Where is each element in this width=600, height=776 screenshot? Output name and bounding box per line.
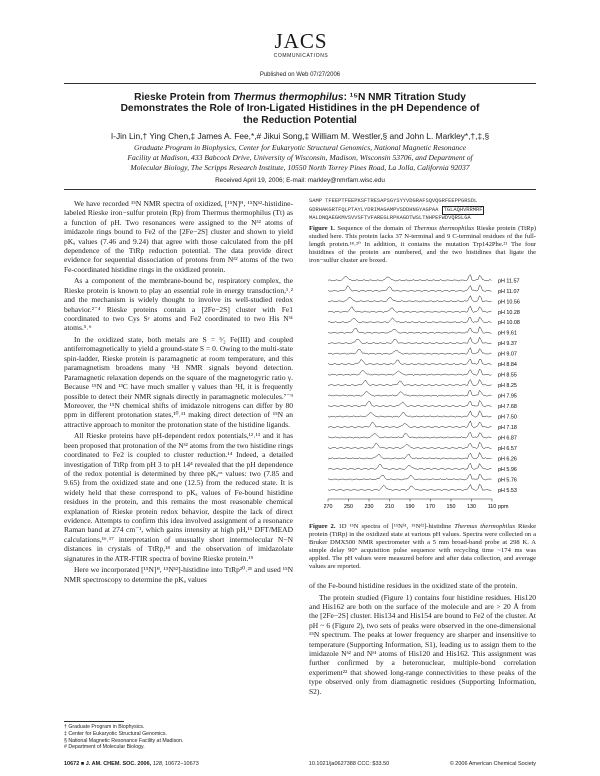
ph-label: pH 5.53 (498, 487, 517, 494)
axis-tick-label: 190 (405, 504, 415, 510)
logo-text: JACS (274, 29, 328, 53)
sequence-line: GDRHAKGRTFQLPTAYLYDRIMAGAMPVSDDHNGYAGPAA (309, 206, 439, 213)
ph-label: pH 10.56 (498, 299, 520, 306)
ph-label: pH 6.87 (498, 435, 517, 442)
footnote: † Graduate Program in Biophysics. (64, 724, 145, 730)
axis-tick-label: 150 (446, 504, 456, 510)
volume: 128, (152, 761, 164, 767)
title-species: Thermus thermophilus (233, 92, 344, 103)
ph-label: pH 8.55 (498, 372, 517, 379)
ph-label: pH 7.18 (498, 425, 517, 431)
received-line: Received April 19, 2006; E-mail: markley@nmrfam.wisc.edu (215, 177, 385, 184)
axis-tick-label: 250 (344, 504, 353, 510)
ph-label: pH 10.28 (498, 309, 520, 316)
caption-text: Sequence of the domain of (337, 225, 414, 232)
spectrum-trace (328, 484, 492, 490)
spectrum-trace (328, 369, 492, 375)
header-rule (64, 83, 536, 84)
spectrum-trace (328, 463, 492, 470)
spectrum-trace (328, 400, 492, 406)
journal-logo (266, 30, 336, 59)
affiliations (70, 143, 530, 173)
spectrum-trace (328, 348, 492, 355)
spectrum-trace (328, 390, 492, 396)
figure-label: Figure 2. (309, 523, 336, 530)
ph-label: pH 11.57 (498, 278, 520, 285)
body-paragraph: Here we incorporated [¹⁵N]ᴴ, ¹⁵Nᵟ²]-histidine into TtRp²⁰˒²¹ and used ¹⁵N NMR spectroscopy to determine the pKₐ values (64, 565, 293, 584)
title-part: Rieske Protein from (134, 92, 234, 103)
spectrum-trace (328, 411, 492, 418)
axis-tick-label: 270 (324, 504, 333, 510)
ph-label: pH 9.61 (498, 330, 517, 337)
published-date: Published on Web 07/27/2006 (259, 72, 341, 78)
spectrum-trace (328, 327, 492, 334)
spectrum-trace (328, 359, 492, 365)
copyright: © 2006 American Chemical Society (449, 761, 536, 767)
ph-label: pH 7.50 (498, 414, 517, 421)
axis-tick-label: 210 (385, 504, 394, 510)
caption-text: Rieske protein (TtRp) studied here. This protein lacks 37 N-terminal and 9 C-terminal residues of the full-length protein.¹⁸˒²⁰ In addition, it contains the mutation Trp142Phe.²¹ The four histidines of the protein are numbered, and the two histidines that ligate the iron−sulfur cluster are boxed. (309, 225, 537, 264)
journal-name: ■ J. AM. CHEM. SOC. 2006, (80, 761, 152, 767)
title-part: : ¹⁵N NMR Titration Study (343, 92, 466, 103)
caption-species: Thermus thermophilus (413, 225, 475, 232)
ph-label: pH 6.57 (498, 445, 517, 452)
footnote: § National Magnetic Resonance Facility at Madison. (64, 737, 184, 744)
page-range: 10672−10673 (164, 761, 199, 767)
caption-text: 1D ¹⁵N spectra of [¹⁵Nᵟ¹, ¹⁵Nᵟ²]-histidine (338, 523, 455, 530)
axis-unit: ppm (498, 504, 509, 510)
figure1-caption (309, 225, 536, 265)
spectrum-trace (328, 432, 492, 438)
spectrum-trace (328, 380, 492, 386)
logo-subtitle: COMMUNICATIONS (273, 53, 329, 59)
spectrum-trace (328, 275, 492, 281)
spectrum-trace (328, 421, 492, 428)
ph-label: pH 7.68 (498, 404, 517, 411)
authors: I-Jin Lin,† Ying Chen,‡ James A. Fee,*,# Jikui Song,‡ William M. Westler,§ and John L. Markley*,†,‡,§ (110, 131, 490, 141)
ph-label: pH 6.26 (498, 456, 517, 463)
ph-label: pH 10.08 (498, 320, 520, 327)
axis-tick-label: 110 (487, 504, 497, 510)
body-left-column (64, 199, 293, 586)
section-rule (64, 189, 536, 190)
axis-tick-label: 230 (364, 504, 374, 510)
sequence-line: SAMP TFEEPTFEEPKSFTRESAPSGYSYYVDGRAFSQVQGRFEEPPGRSDL (309, 198, 478, 204)
axis-tick-label: 130 (467, 504, 476, 510)
spectrum-trace (328, 306, 492, 312)
spectrum-trace (328, 453, 492, 460)
footer-citation (64, 761, 199, 767)
ph-label: pH 5.96 (498, 466, 517, 473)
ph-label: pH 9.37 (498, 341, 517, 348)
figure-label: Figure 1. (309, 225, 335, 232)
sequence-line: MALDNQAEGKMVSVVSFTVFAREGLRPKAGDTWSLTNHPEFWDVQRSLGA (309, 215, 471, 222)
body-paragraph: All Rieske proteins have pH-dependent redox potentials,¹²˒¹³ and it has been proposed that protonation of the Nᵟ² atoms from the two histidine rings coordinated to Fe2 is coupled to cluster reduction.¹⁴ Indeed, a detailed investigation of TtRp from pH 3 to pH 14⁴ revealed that the pH dependence of the redox potential is determined by three pKₐᵒˣ values: two (7.85 and 9.65) from the oxidized state and one (12.5) from the reduced state. It is widely held that these correspond to pKₐ values of Fe-bound histidine residues in the protein, and this remains the most reasonable chemical explanation of Rieske protein redox behavior, despite the lack of direct evidence. Attempts to confirm this idea involved assignment of a resonance Raman band at 274 cm⁻¹, which gains intensity at high pH,¹⁵ DFT/MEAD calculations,¹⁶˒¹⁷ interpretation of unusually short intermolecular N−N distances in crystals of TtRp,¹⁸ and the observation of imidazolate signatures in the ATR-FTIR spectra of bovine Rieske protein.¹⁹ (64, 431, 293, 563)
title-line: the Reduction Potential (243, 114, 357, 126)
ph-label: pH 11.07 (498, 288, 520, 295)
ph-label: pH 7.95 (498, 393, 517, 400)
body-paragraph: In the oxidized state, both metals are S = ⁵⁄₂ Fe(III) and coupled antiferromagnetically to yield a ground-state S = 0. Owing to the multi-state spin-ladder, Rieske protein is paramagnetic at room temperature, and this paramagnetism broadens many ¹H NMR signals beyond detection. Paramagnetic relaxation depends on the square of the magnetogyric ratio γ. Because ¹⁵N and ¹³C have much smaller γ values than ¹H, it is frequently possible to detect their NMR signals directly in paramagnetic molecules.⁷⁻⁹ Moreover, the ¹⁵N chemical shifts of imidazole nitrogens can differ by 80 ppm in different protonation states,¹⁰˒¹¹ making direct detection of ¹⁵N an attractive approach to monitor the protonation state of the histidine ligands. (64, 335, 293, 429)
ph-label: pH 9.07 (498, 351, 517, 358)
spectrum-trace (328, 285, 492, 291)
affiliation-line: Molecular Biology, The Scripps Research Institute, 10550 North Torrey Pines Road, La Jolla, California 92037 (130, 163, 470, 172)
protein-sequence (309, 198, 536, 223)
spectrum-trace (328, 337, 492, 344)
footnote-rule (64, 721, 124, 722)
affiliation-line: Facility at Madison, 433 Babcock Drive, University of Wisconsin, Madison, Wisconsin 53706, and Department of (127, 153, 473, 162)
page-number: 10672 (64, 761, 80, 767)
axis-tick-label: 170 (426, 504, 435, 510)
caption-text: Rieske protein (TtRp) in the oxidized state at various pH values. Spectra were collected on a Bruker DMX500 NMR spectrometer with a 5 mm broad-band probe at 298 K. A simple delay 90° acquisition pulse sequence with recycling time ~174 ms was applied. The pH values were measured before and after data collection, and average values are reported. (309, 523, 537, 570)
footnote: ‡ Center for Eukaryotic Structural Genomics. (64, 730, 167, 737)
boxed-histidine: TGLAQHVRRMRF (442, 206, 485, 216)
spectrum-trace (328, 296, 492, 302)
spectrum-trace (328, 442, 492, 448)
ph-label: pH 8.25 (498, 383, 517, 390)
affiliation-line: Graduate Program in Biophysics, Center for Eukaryotic Structural Genomics, National Magnetic Resonance (134, 143, 466, 152)
spectrum-trace (328, 317, 492, 323)
ph-label: pH 5.76 (498, 477, 517, 484)
body-paragraph: As a component of the membrane-bound bc₁ respiratory complex, the Rieske protein is known to play an essential role in energy transduction,¹˒² and the mechanism is widely thought to involve its well-studied redox behavior.²⁻⁴ Rieske proteins contain a [2Fe−2S] cluster with Fe1 coordinated to two Cys Sᵞ atoms and Fe2 coordinated to two His Nᵟ¹ atoms.⁵˒⁶ (64, 276, 293, 333)
footnote: # Department of Molecular Biology. (64, 744, 145, 751)
footnotes (64, 724, 293, 751)
nmr-spectra-figure (324, 267, 536, 517)
body-right-column (309, 581, 536, 698)
title-line: Demonstrates the Role of Iron-Ligated Histidines in the pH Dependence of (120, 103, 480, 115)
figure2-caption (309, 523, 536, 571)
body-paragraph: of the Fe-bound histidine residues in the oxidized state of the protein. (309, 581, 518, 590)
spectrum-trace (328, 474, 492, 480)
article-title (80, 92, 520, 126)
doi: 10.1021/ja0627388 CCC: $33.50 (308, 761, 390, 767)
ph-label: pH 8.84 (498, 362, 517, 369)
caption-species: Thermus thermophilus (454, 523, 516, 530)
body-paragraph: The protein studied (Figure 1) contains four histidine residues. His120 and His162 are both on the surface of the molecule and are > 20 Å from the [2Fe−2S] cluster. His134 and His154 are bound to Fe2 of the cluster. At pH ~ 6 (Figure 2), two sets of peaks were observed in the one-dimensional ¹⁵N spectrum. The peaks at lower frequency are sharper and insensitive to temperature (Supporting Information, S1), leading us to assign them to the imidazole Nᵟ² and Nᵟ¹ atoms of His120 and His162. This assignment was further confirmed by a heteronuclear, multiple-bond correlation experiment²² that showed long-range connectivities to these peaks of the type observed only from diamagnetic residues (Supporting Information, S2). (309, 592, 536, 696)
abstract-paragraph: We have recorded ¹⁵N NMR spectra of oxidized, [¹⁵N]ᴴ, ¹⁵Nᵟ²-histidine-labeled Rieske iron−sulfur protein (Rp) from Thermus thermophilus (Tt) as a function of pH. Two resonances were assigned to the Nᵟ² atoms of imidazole rings bound to Fe2 of the [2Fe−2S] cluster and shown to yield pKₐ values (7.46 and 9.24) that agree with those calculated from the pH dependence of the TtRp reduction potential. The data provide direct evidence for sequential dissociation of protons from Nᵟ² atoms of the two Fe-coordinated histidine rings in the oxidized protein. (64, 199, 293, 274)
